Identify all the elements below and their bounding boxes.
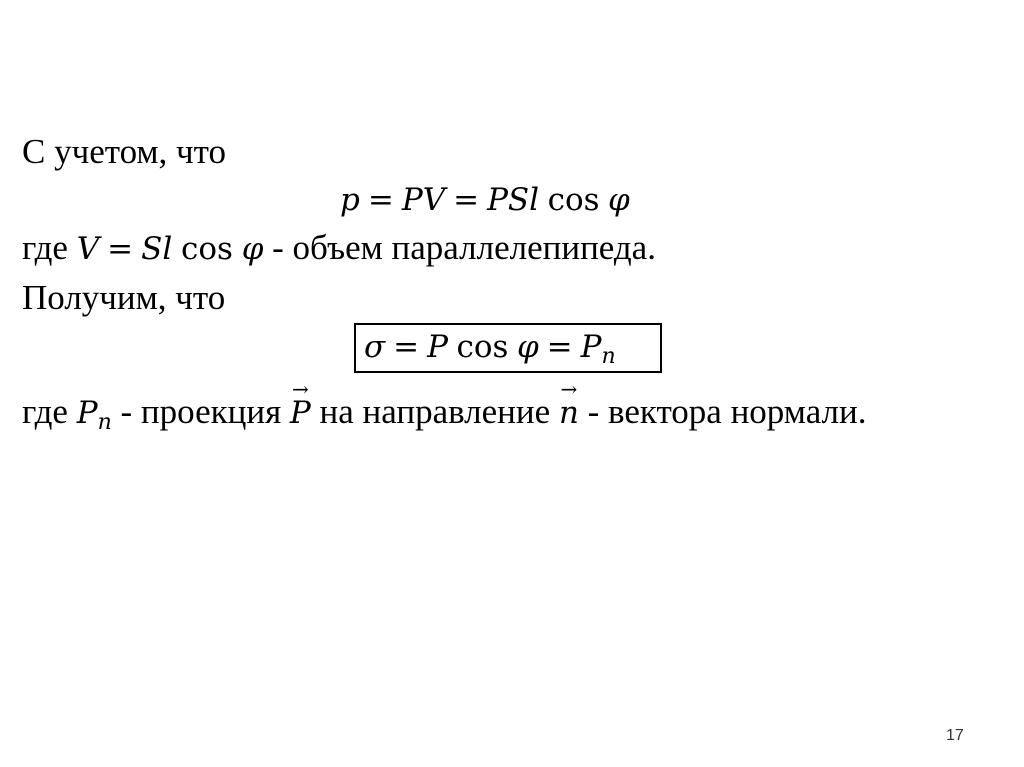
cos-function: cos [181, 231, 233, 267]
equals-sign: = [393, 329, 420, 365]
var-phi: φ [608, 182, 630, 218]
vector-p: → P [289, 377, 311, 431]
formula-pressure [340, 180, 630, 220]
var-psl: PSl [487, 182, 540, 218]
var-sigma: σ [364, 329, 386, 365]
equals-sign: = [107, 231, 134, 267]
cos-function: cos [456, 329, 509, 365]
var-p: p [340, 182, 360, 218]
var-pn: P [580, 329, 602, 365]
cos-function: cos [547, 182, 600, 218]
vector-arrow-icon: → [291, 377, 309, 401]
text-line-result: Получим, что [22, 278, 226, 317]
subscript-n: n [97, 410, 112, 435]
vector-n: → n [558, 377, 579, 431]
volume-description: - объем параллелепипеда. [272, 228, 656, 267]
var-sl: Sl [141, 231, 173, 267]
equals-sign: = [367, 182, 394, 218]
vector-arrow-icon: → [560, 377, 578, 401]
word-projection: - проекция [120, 392, 282, 431]
word-on-direction: на направление [319, 392, 551, 431]
var-pn: P [76, 395, 98, 431]
var-p: P [427, 329, 449, 365]
page-number: 17 [946, 727, 964, 744]
word-where: где [22, 228, 68, 267]
word-where: где [22, 392, 68, 431]
subscript-n: n [601, 344, 616, 369]
text-line-volume [22, 228, 656, 269]
formula-sigma [364, 327, 616, 367]
equals-sign: = [546, 329, 573, 365]
var-phi: φ [516, 329, 539, 365]
equals-sign: = [453, 182, 480, 218]
var-phi: φ [241, 231, 264, 267]
text-line-intro: С учетом, что [22, 132, 226, 171]
normal-vector-text: - вектора нормали. [587, 392, 867, 431]
var-pv: PV [401, 182, 446, 218]
text-line-projection [22, 377, 867, 435]
var-v: V [76, 231, 100, 267]
